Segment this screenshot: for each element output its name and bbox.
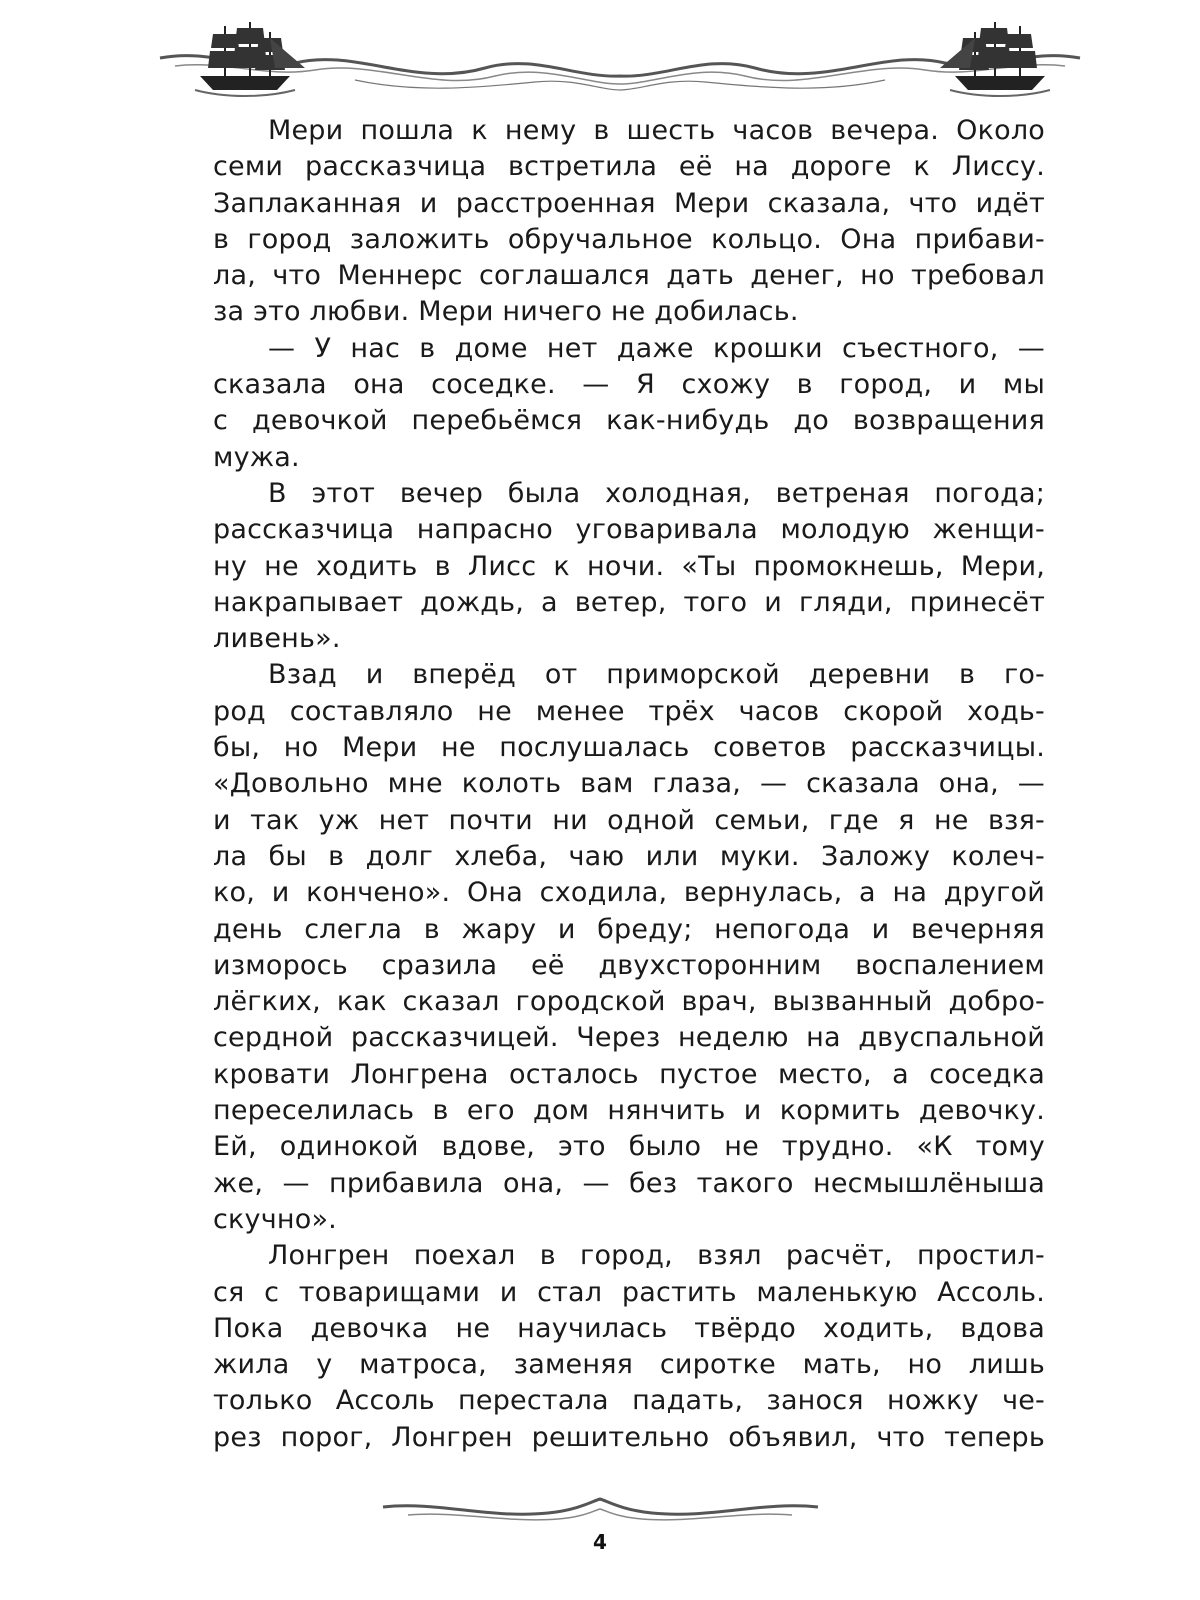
text-line: Взад и вперёд от приморской деревни в го- <box>268 659 1045 691</box>
text-line: рассказчица напрасно уговаривала молодую женщи- <box>213 514 1045 546</box>
left-ship-icon <box>195 22 305 96</box>
text-line: ливень». <box>213 623 341 655</box>
paragraph-3 <box>213 476 1045 657</box>
paragraph-4 <box>213 657 1045 1238</box>
page-number: 4 <box>593 1530 607 1554</box>
text-line: Ей, одинокой вдове, это было не трудно. «К тому <box>213 1131 1045 1163</box>
text-line: накрапывает дождь, а ветер, того и гляди, принесёт <box>213 586 1045 618</box>
text-line: ся с товарищами и стал растить маленькую Ассоль. <box>213 1276 1045 1308</box>
text-line: только Ассоль перестала падать, занося ножку че- <box>213 1385 1045 1417</box>
text-line: кровати Лонгрена осталось пустое место, а соседка <box>213 1058 1045 1090</box>
text-line: В этот вечер была холодная, ветреная погода; <box>268 477 1045 509</box>
text-line: сказала она соседке. — Я схожу в город, и мы <box>213 369 1045 401</box>
text-line: мужа. <box>213 441 300 473</box>
text-line: за это любви. Мери ничего не добилась. <box>213 296 799 328</box>
footer-ornament <box>378 1493 823 1533</box>
header-ornament <box>155 18 1085 108</box>
text-line: Лонгрен поехал в город, взял расчёт, простил- <box>268 1240 1045 1272</box>
text-line: — У нас в доме нет даже крошки съестного, — <box>268 332 1045 364</box>
text-line: Заплаканная и расстроенная Мери сказала, что идёт <box>213 187 1045 219</box>
text-line: бы, но Мери не послушалась советов рассказчицы. <box>213 732 1045 764</box>
text-line: лёгких, как сказал городской врач, вызванный добро- <box>213 986 1045 1018</box>
text-line: ла бы в долг хлеба, чаю или муки. Заложу колеч- <box>213 840 1045 872</box>
paragraph-5 <box>213 1238 1045 1456</box>
text-line: ну не ходить в Лисс к ночи. «Ты промокнешь, Мери, <box>213 550 1045 582</box>
text-line: в город заложить обручальное кольцо. Она прибави- <box>213 223 1045 255</box>
text-line: изморось сразила её двухсторонним воспалением <box>213 949 1045 981</box>
text-line: скучно». <box>213 1203 337 1235</box>
text-line: «Довольно мне колоть вам глаза, — сказала она, — <box>213 768 1045 800</box>
text-line: семи рассказчица встретила её на дороге к Лиссу. <box>213 151 1045 183</box>
story-text <box>213 113 1045 1456</box>
text-line: переселилась в его дом нянчить и кормить девочку. <box>213 1095 1045 1127</box>
text-line: род составляло не менее трёх часов скорой ходь- <box>213 695 1045 727</box>
text-line: ко, и кончено». Она сходила, вернулась, а на другой <box>213 877 1045 909</box>
text-line: с девочкой перебьёмся как-нибудь до возвращения <box>213 405 1045 437</box>
text-line: Пока девочка не научилась твёрдо ходить, вдова <box>213 1312 1045 1344</box>
text-line: рез порог, Лонгрен решительно объявил, что теперь <box>213 1421 1045 1453</box>
right-ship-icon <box>940 22 1050 96</box>
text-line: же, — прибавила она, — без такого несмышлёныша <box>213 1167 1045 1199</box>
text-line: день слегла в жару и бреду; непогода и вечерняя <box>213 913 1045 945</box>
text-line: жила у матроса, заменяя сиротке мать, но лишь <box>213 1349 1045 1381</box>
paragraph-2 <box>213 331 1045 476</box>
paragraph-1 <box>213 113 1045 331</box>
text-line: и так уж нет почти ни одной семьи, где я не взя- <box>213 804 1045 836</box>
text-line: Мери пошла к нему в шесть часов вечера. Около <box>268 115 1045 146</box>
text-line: сердной рассказчицей. Через неделю на двуспальной <box>213 1022 1045 1054</box>
text-line: ла, что Меннерс соглашался дать денег, но требовал <box>213 260 1045 292</box>
